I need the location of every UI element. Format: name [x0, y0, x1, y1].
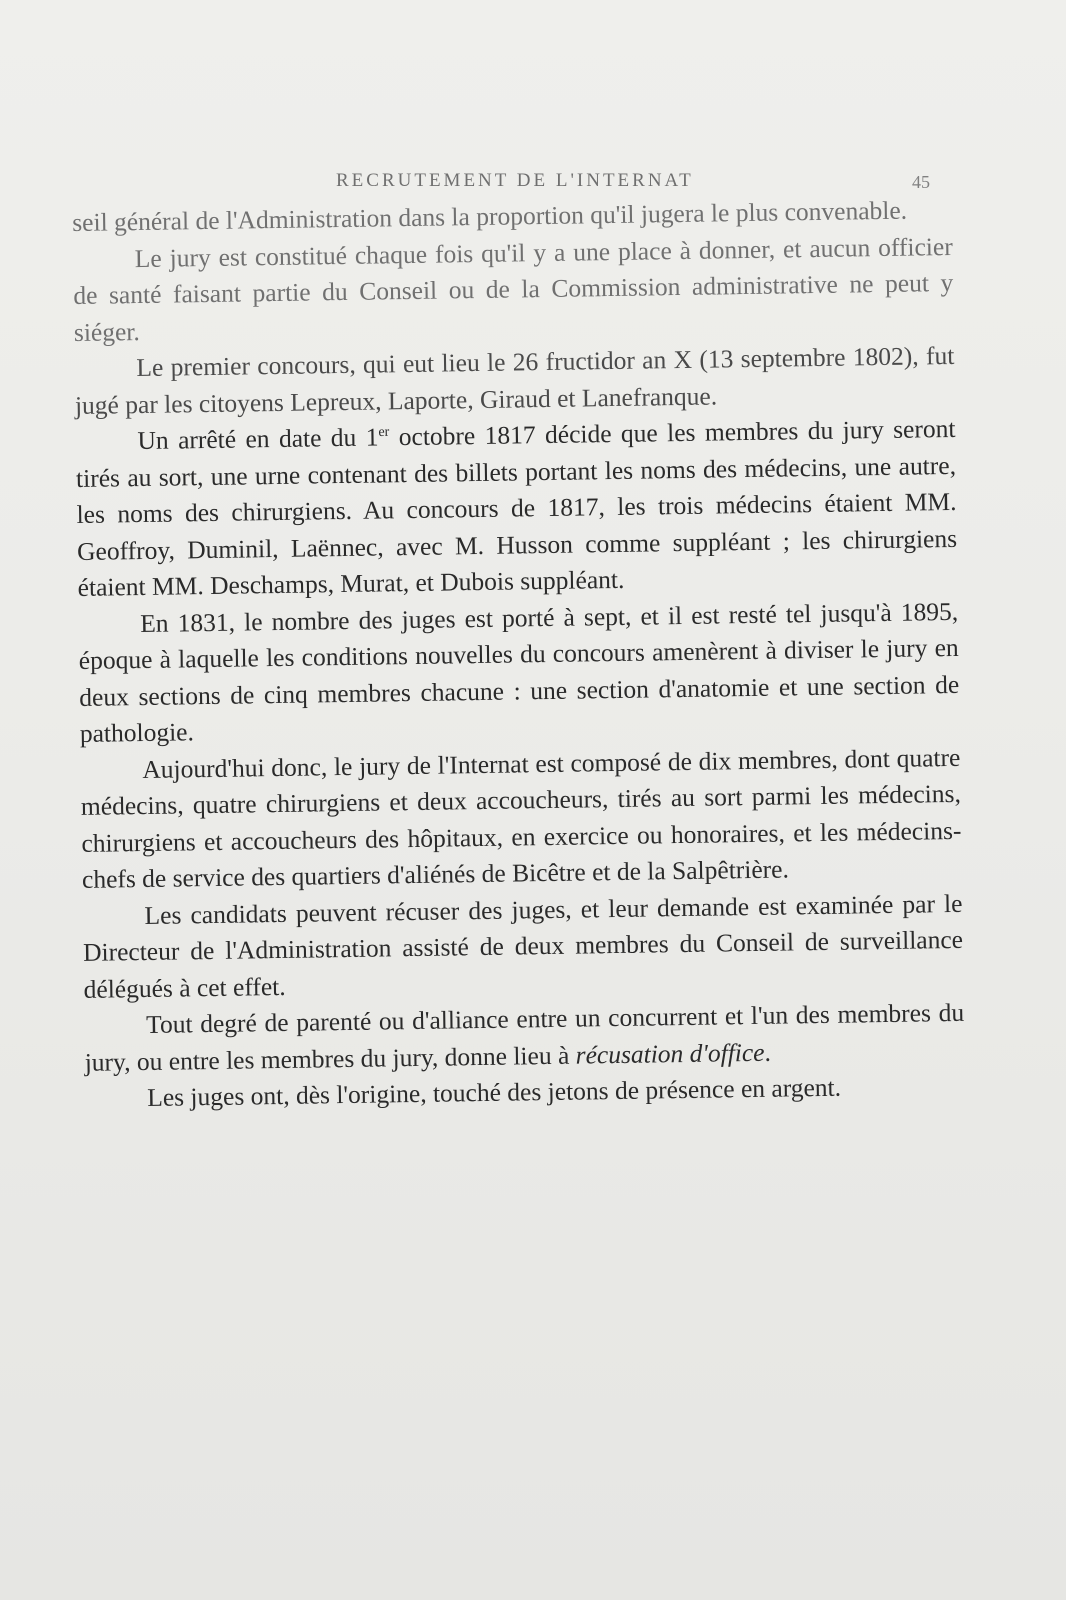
- superscript-ordinal: er: [378, 424, 390, 440]
- paragraph-continuation: seil général de l'Administration dans la proportion qu'il jugera le plus convenable.: [72, 195, 908, 237]
- paragraph-recusation: Les candidats peuvent récuser des juges, et leur demande est examinée par le Directeur de l'Administration assisté de deux membres du Conseil de surveillance délégués à cet effet.: [82, 888, 964, 1004]
- body-text: [72, 192, 965, 1117]
- paragraph-text: octobre 1817 décide que les membres du jury seront tirés au sort, une urne contenant des billets portant les noms des médecins, une autre, les noms des chirurgiens. Au concours de 1817, les trois médecins étaient MM. Geoffroy, Duminil, Laënnec, avec M. Husson comme suppléant ; les chirurgiens étaient MM. Deschamps, Murat, et Dubois suppléant.: [75, 413, 958, 602]
- paragraph-1831: En 1831, le nombre des juges est porté à sept, et il est resté tel jusqu'à 1895, époque à laquelle les conditions nouvelles du concours amenèrent à diviser le jury en deux sections de cinq membres chacune : une section d'anatomie et une section de pathologie.: [78, 596, 960, 748]
- paragraph-parente: [84, 995, 965, 1081]
- paragraph-jetons: Les juges ont, dès l'origine, touché des jetons de présence en argent.: [147, 1072, 842, 1112]
- paragraph-first-concours: Le premier concours, qui eut lieu le 26 fructidor an X (13 septembre 1802), fut jugé par les citoyens Lepreux, Laporte, Giraud et Lanefranque.: [74, 340, 955, 420]
- paragraph-jury-constitution: Le jury est constitué chaque fois qu'il y a une place à donner, et aucun officier de santé faisant partie du Conseil ou de la Commission administrative ne peut y siéger.: [73, 231, 954, 347]
- paragraph-text: Un arrêté en date du 1: [137, 422, 379, 456]
- running-header: RECRUTEMENT DE L'INTERNAT: [336, 170, 694, 191]
- paragraph-text: .: [764, 1037, 772, 1067]
- paragraph-text: Tout degré de parenté ou d'alliance entre un concurrent et l'un des membres du jury, ou entre les membres du jury, donne lieu à: [84, 997, 965, 1077]
- italic-term: récusation d'office: [575, 1037, 765, 1070]
- paragraph-jury-today: Aujourd'hui donc, le jury de l'Internat est composé de dix membres, dont quatre médecins, quatre chirurgiens et deux accoucheurs, tirés au sort parmi les médecins, chirurgiens et accoucheurs des hôpitaux, en exercice ou honoraires, et les médecins-chefs de service des quartiers d'aliénés de Bicêtre et de la Salpêtrière.: [80, 742, 962, 894]
- page-number: 45: [912, 172, 930, 192]
- paragraph-arrete-1817: [75, 411, 958, 607]
